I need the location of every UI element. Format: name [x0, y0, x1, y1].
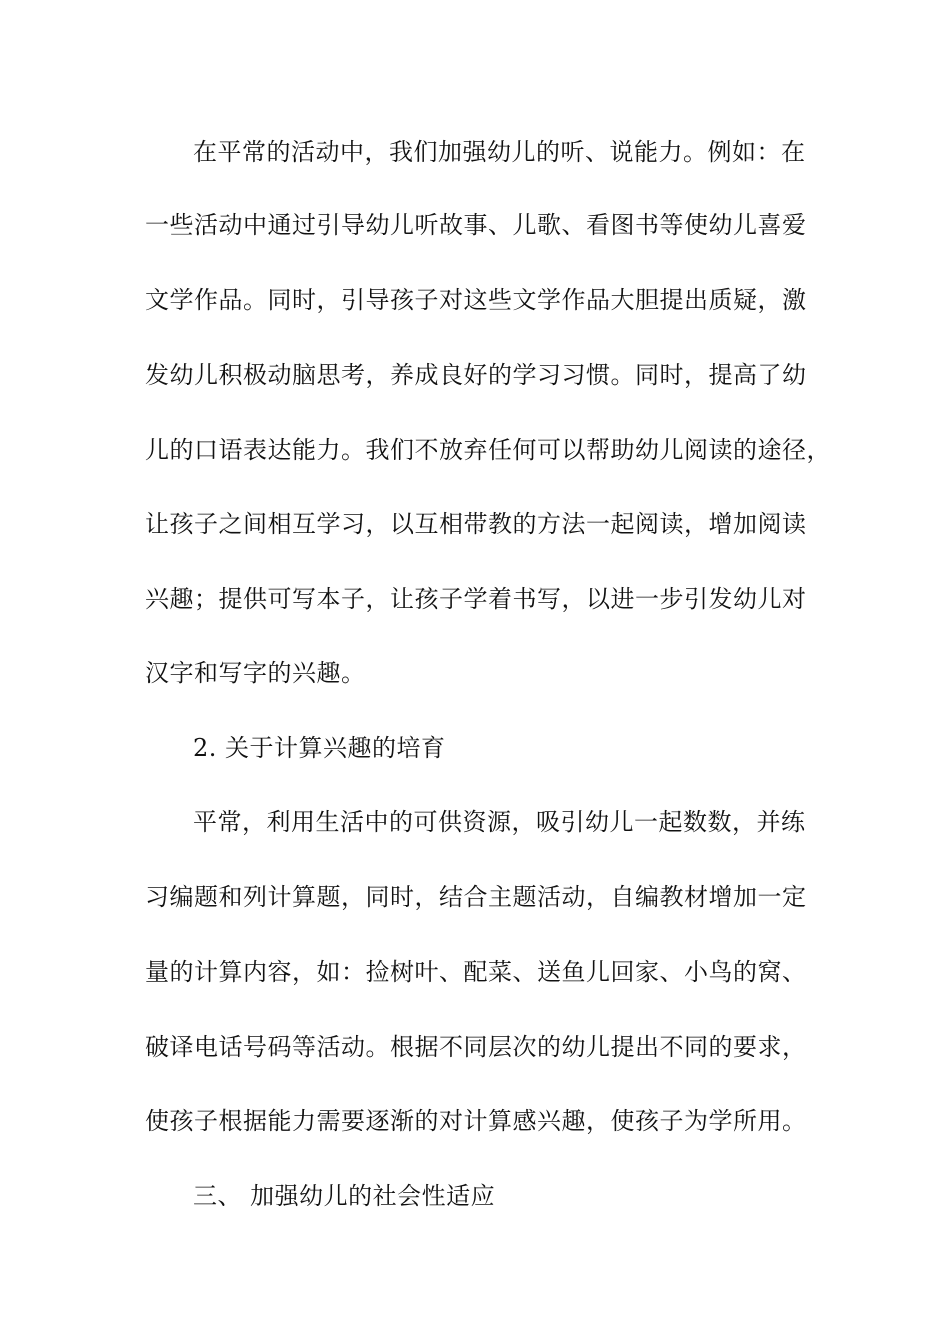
- paragraph-line: 让孩子之间相互学习，以互相带教的方法一起阅读，增加阅读: [145, 510, 807, 538]
- paragraph-line: 儿的口语表达能力。我们不放弃任何可以帮助幼儿阅读的途径，: [145, 436, 831, 464]
- paragraph-line: 文学作品。同时，引导孩子对这些文学作品大胆提出质疑，激: [145, 286, 807, 314]
- paragraph-line: 一些活动中通过引导幼儿听故事、儿歌、看图书等使幼儿喜爱: [145, 211, 807, 239]
- paragraph-line: 平常，利用生活中的可供资源，吸引幼儿一起数数，并练: [193, 808, 806, 836]
- paragraph-line: 习编题和列计算题，同时，结合主题活动，自编教材增加一定: [145, 883, 807, 911]
- paragraph-line: 量的计算内容，如：捡树叶、配菜、送鱼儿回家、小鸟的窝、: [145, 958, 807, 986]
- paragraph-line: 汉字和写字的兴趣。: [145, 659, 366, 687]
- section-heading: 2. 关于计算兴趣的培育: [193, 734, 446, 762]
- paragraph-line: 发幼儿积极动脑思考，养成良好的学习习惯。同时，提高了幼: [145, 361, 807, 389]
- paragraph-line: 在平常的活动中，我们加强幼儿的听、说能力。例如：在: [193, 138, 806, 166]
- paragraph-line: 使孩子根据能力需要逐渐的对计算感兴趣，使孩子为学所用。: [145, 1107, 807, 1135]
- paragraph-line: 破译电话号码等活动。根据不同层次的幼儿提出不同的要求，: [145, 1033, 807, 1061]
- section-heading: 三、 加强幼儿的社会性适应: [193, 1182, 496, 1210]
- paragraph-line: 兴趣；提供可写本子，让孩子学着书写，以进一步引发幼儿对: [145, 585, 807, 613]
